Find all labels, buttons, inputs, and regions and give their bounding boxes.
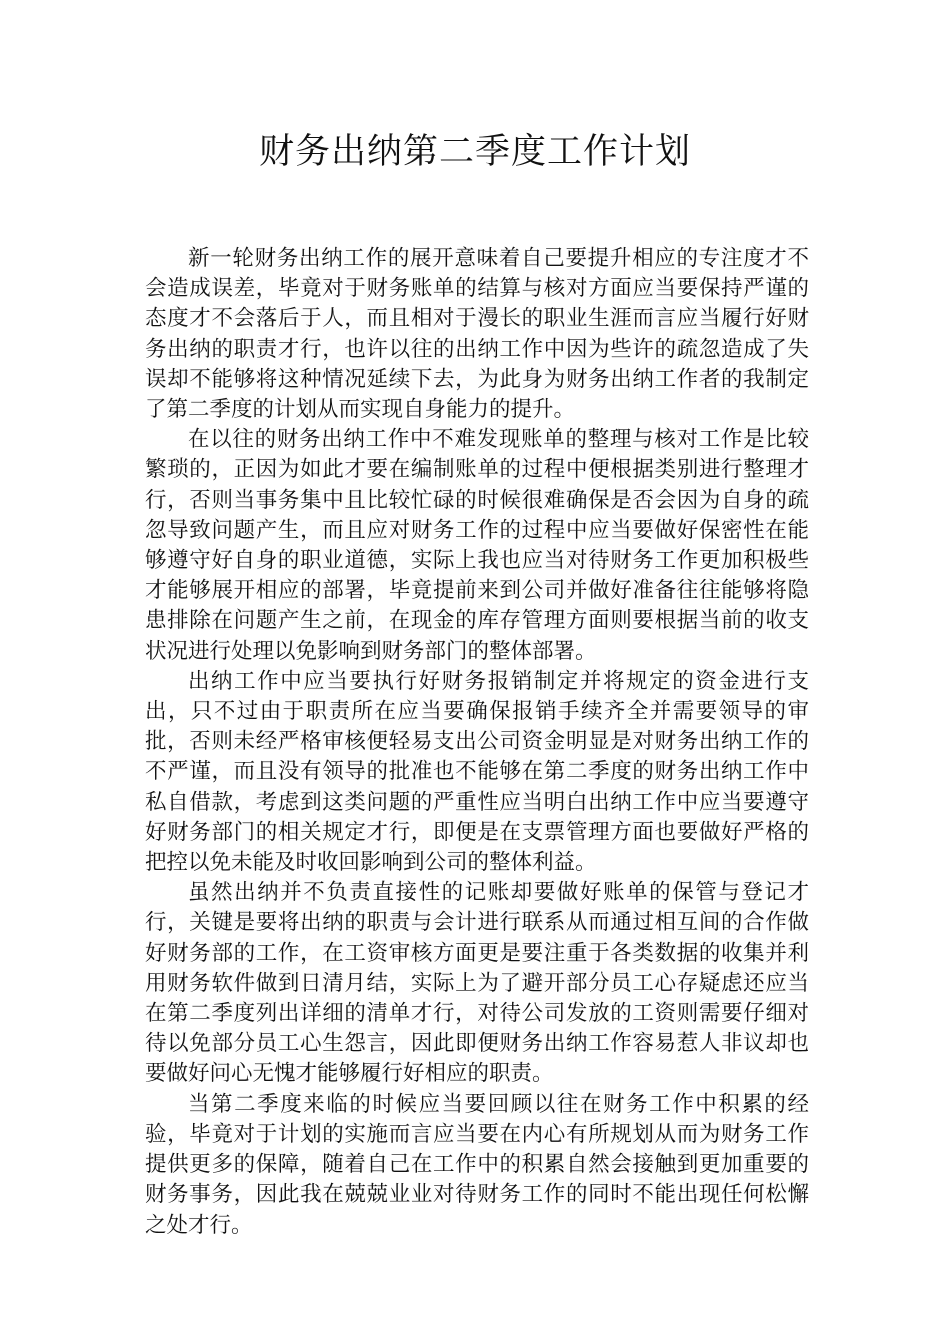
document-title: 财务出纳第二季度工作计划 [258,132,691,172]
document-body [145,244,809,1241]
paragraph-2: 在以往的财务出纳工作中不难发现账单的整理与核对工作是比较繁琐的，正因为如此才要在编制账单的过程中便根据类别进行整理才行，否则当事务集中且比较忙碌的时候很难确保是否会因为自身的疏忽导致问题产生，而且应对财务工作的过程中应当要做好保密性在能够遵守好自身的职业道德，实际上我也应当对待财务工作更加积极些才能够展开相应的部署，毕竟提前来到公司并做好准备往往能够将隐患排除在问题产生之前，在现金的库存管理方面则要根据当前的收支状况进行处理以免影响到财务部门的整体部署。 [145,427,809,664]
paragraph-4: 虽然出纳并不负责直接性的记账却要做好账单的保管与登记才行，关键是要将出纳的职责与会计进行联系从而通过相互间的合作做好财务部的工作，在工资审核方面更是要注重于各类数据的收集并利用财务软件做到日清月结，实际上为了避开部分员工心存疑虑还应当在第二季度列出详细的清单才行，对待公司发放的工资则需要仔细对待以免部分员工心生怨言，因此即便财务出纳工作容易惹人非议却也要做好问心无愧才能够履行好相应的职责。 [145,880,809,1087]
paragraph-1: 新一轮财务出纳工作的展开意味着自己要提升相应的专注度才不会造成误差，毕竟对于财务账单的结算与核对方面应当要保持严谨的态度才不会落后于人，而且相对于漫长的职业生涯而言应当履行好财务出纳的职责才行，也许以往的出纳工作中因为些许的疏忽造成了失误却不能够将这种情况延续下去，为此身为财务出纳工作者的我制定了第二季度的计划从而实现自身能力的提升。 [145,246,809,423]
paragraph-5: 当第二季度来临的时候应当要回顾以往在财务工作中积累的经验，毕竟对于计划的实施而言应当要在内心有所规划从而为财务工作提供更多的保障，随着自己在工作中的积累自然会接触到更加重要的财务事务，因此我在兢兢业业对待财务工作的同时不能出现任何松懈之处才行。 [145,1091,809,1238]
paragraph-3: 出纳工作中应当要执行好财务报销制定并将规定的资金进行支出，只不过由于职责所在应当要确保报销手续齐全并需要领导的审批，否则未经严格审核便轻易支出公司资金明显是对财务出纳工作的不严谨，而且没有领导的批准也不能够在第二季度的财务出纳工作中私自借款，考虑到这类问题的严重性应当明白出纳工作中应当要遵守好财务部门的相关规定才行，即便是在支票管理方面也要做好严格的把控以免未能及时收回影响到公司的整体利益。 [145,668,809,876]
